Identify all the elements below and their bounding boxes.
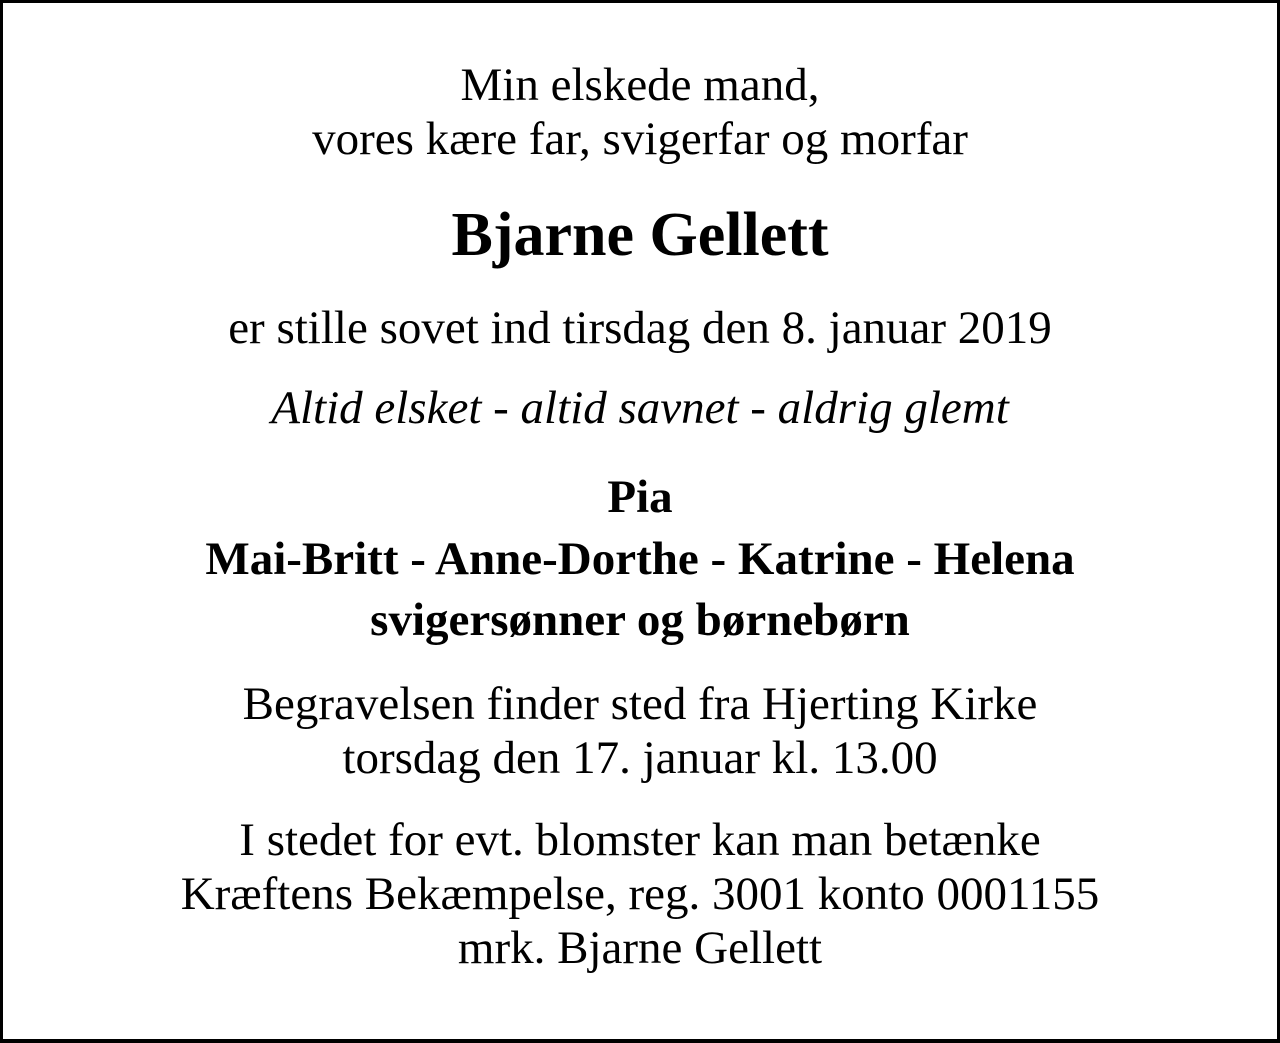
donation-line-1: I stedet for evt. blomster kan man betænke	[239, 813, 1041, 866]
family-line-3: svigersønner og børnebørn	[370, 593, 910, 646]
funeral-info	[43, 677, 1237, 785]
intro-line-2: vores kære far, svigerfar og morfar	[312, 113, 968, 166]
death-date-line: er stille sovet ind tirsdag den 8. januar 2019	[228, 302, 1052, 355]
intro-line-1: Min elskede mand,	[460, 59, 820, 111]
donation-line-3: mrk. Bjarne Gellett	[457, 921, 823, 974]
memorial-motto: Altid elsket - altid savnet - aldrig glemt	[271, 382, 1009, 435]
family-line-2: Mai-Britt - Anne-Dorthe - Katrine - Helena	[205, 532, 1075, 585]
intro-lines	[43, 58, 1237, 166]
donation-info	[43, 813, 1237, 975]
deceased-name: Bjarne Gellett	[451, 201, 829, 270]
family-line-1: Pia	[607, 471, 673, 524]
family-names	[43, 467, 1237, 650]
funeral-line-2: torsdag den 17. januar kl. 13.00	[342, 731, 938, 784]
donation-line-2: Kræftens Bekæmpelse, reg. 3001 konto 0001155	[180, 867, 1100, 920]
funeral-line-1: Begravelsen finder sted fra Hjerting Kirke	[242, 677, 1038, 730]
